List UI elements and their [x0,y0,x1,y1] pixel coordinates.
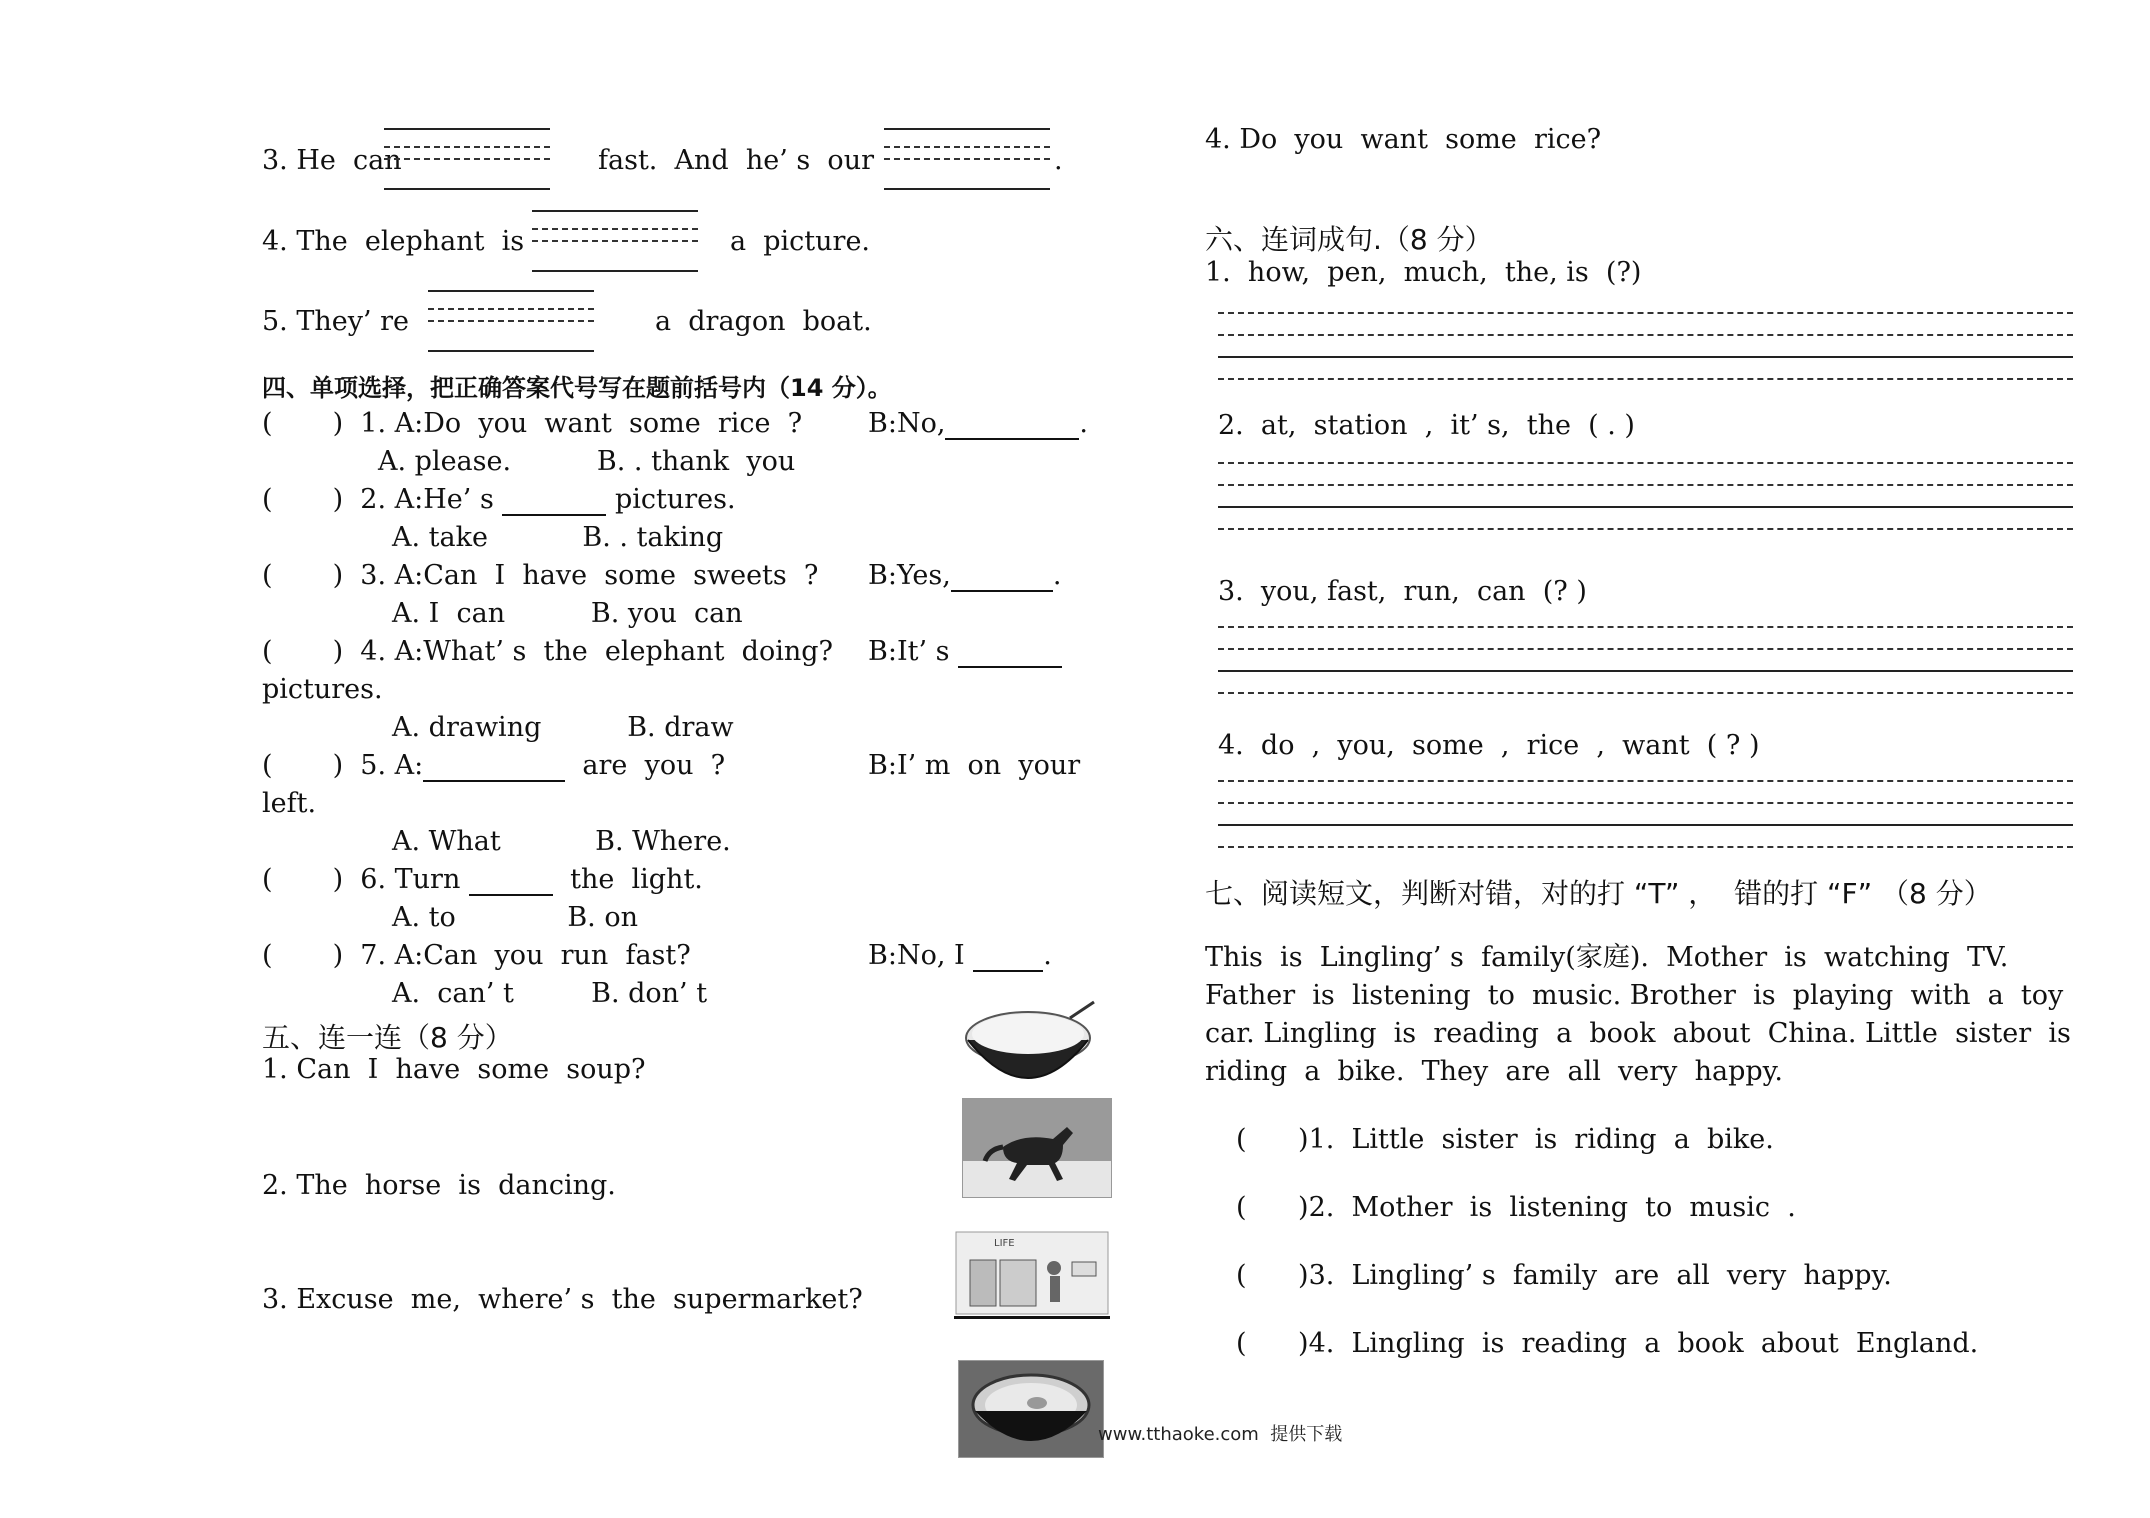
section7-heading: 七、阅读短文，判断对错，对的打 “T” ， 错的打 “F” （8 分） [1205,877,1992,910]
s4-q1: ( ) 1. A:Do you want some rice ? [262,408,803,439]
s4-q5-options: A. What B. Where. [392,826,731,857]
s4-q5-cont: left. [262,788,317,819]
s3-q4-suffix: a picture. [730,226,871,257]
writing-box-2[interactable] [884,128,1050,190]
s3-q3-end: . [1054,145,1063,176]
s3-q3-mid: fast. And he’ s our [598,145,874,176]
s7-passage-line-1: This is Lingling’ s family(家庭). Mother is watching TV. [1205,942,2009,973]
s4-q7-options: A. can’ t B. don’ t [392,978,708,1009]
writing-box-3[interactable] [532,210,698,272]
s7-item-4[interactable]: ( )4. Lingling is reading a book about England. [1236,1328,1979,1359]
s4-q4-b: B:It’ s [868,636,1062,668]
s4-q1-b: B:No, . [868,408,1088,439]
s6-item-2: 2. at, station , it’ s, the ( . ) [1218,410,1635,441]
s4-q4-options: A. drawing B. draw [392,712,734,743]
s7-passage-line-2: Father is listening to music. Brother is playing with a toy [1205,980,2064,1011]
s6-item-4: 4. do , you, some , rice , want ( ? ) [1218,730,1760,761]
supermarket-picture[interactable] [954,1222,1110,1319]
s4-q3: ( ) 3. A:Can I have some sweets ? [262,560,819,591]
horse-picture[interactable] [962,1098,1112,1198]
s6-writing-lines-2[interactable] [1218,462,2073,530]
s4-q6: ( ) 6. Turn the light. [262,864,703,895]
s4-q6-options: A. to B. on [392,902,638,933]
s3-q3-prefix: 3. He can [262,145,402,176]
s4-q7: ( ) 7. A:Can you run fast? [262,940,691,971]
s4-q1-options: A. please. B. . thank you [378,446,796,477]
s4-q4-cont: pictures. [262,674,383,705]
soup-picture[interactable] [958,1360,1104,1458]
s5-item-4: 4. Do you want some rice? [1205,124,1602,155]
s4-q3-b: B:Yes, . [868,560,1062,591]
s7-item-1[interactable]: ( )1. Little sister is riding a bike. [1236,1124,1774,1155]
s4-q7-b: B:No, I . [868,940,1052,971]
s4-q5: ( ) 5. A: are you ? [262,750,726,781]
s4-q3-options: A. I can B. you can [392,598,743,629]
section5-heading: 五、连一连（8 分） [262,1021,513,1054]
s4-q2-options: A. take B. . taking [392,522,724,553]
svg-text:LIFE: LIFE [994,1238,1015,1249]
writing-box-1[interactable] [384,128,550,190]
s4-q4: ( ) 4. A:What’ s the elephant doing? [262,636,833,667]
s3-q5-suffix: a dragon boat. [655,306,872,337]
s5-item-2: 2. The horse is dancing. [262,1170,616,1201]
s6-item-1: 1. how, pen, much, the, is (?) [1205,257,1642,288]
watermark-text: www.tthaoke.com 提供下载 [1098,1424,1343,1445]
s3-q5-prefix: 5. They’ re [262,306,410,337]
s6-writing-lines-1[interactable] [1218,312,2073,380]
s6-writing-lines-4[interactable] [1218,780,2073,848]
rice-bowl-picture[interactable] [962,996,1100,1088]
s3-q4-prefix: 4. The elephant is [262,226,525,257]
writing-box-4[interactable] [428,290,594,352]
s5-item-1: 1. Can I have some soup? [262,1054,646,1085]
s7-item-3[interactable]: ( )3. Lingling’ s family are all very happy. [1236,1260,1892,1291]
section4-heading: 四、单项选择，把正确答案代号写在题前括号内（14 分）。 [262,374,892,402]
s5-item-3: 3. Excuse me, where’ s the supermarket? [262,1284,863,1315]
s6-item-3: 3. you, fast, run, can (? ) [1218,576,1587,607]
s7-item-2[interactable]: ( )2. Mother is listening to music . [1236,1192,1796,1223]
s7-passage-line-3: car. Lingling is reading a book about China. Little sister is [1205,1018,2071,1049]
s4-q2: ( ) 2. A:He’ s pictures. [262,484,736,515]
s6-writing-lines-3[interactable] [1218,626,2073,694]
s7-passage-line-4: riding a bike. They are all very happy. [1205,1056,1783,1087]
s4-q5-b: B:I’ m on your [868,750,1081,781]
section6-heading: 六、连词成句.（8 分） [1205,223,1493,256]
